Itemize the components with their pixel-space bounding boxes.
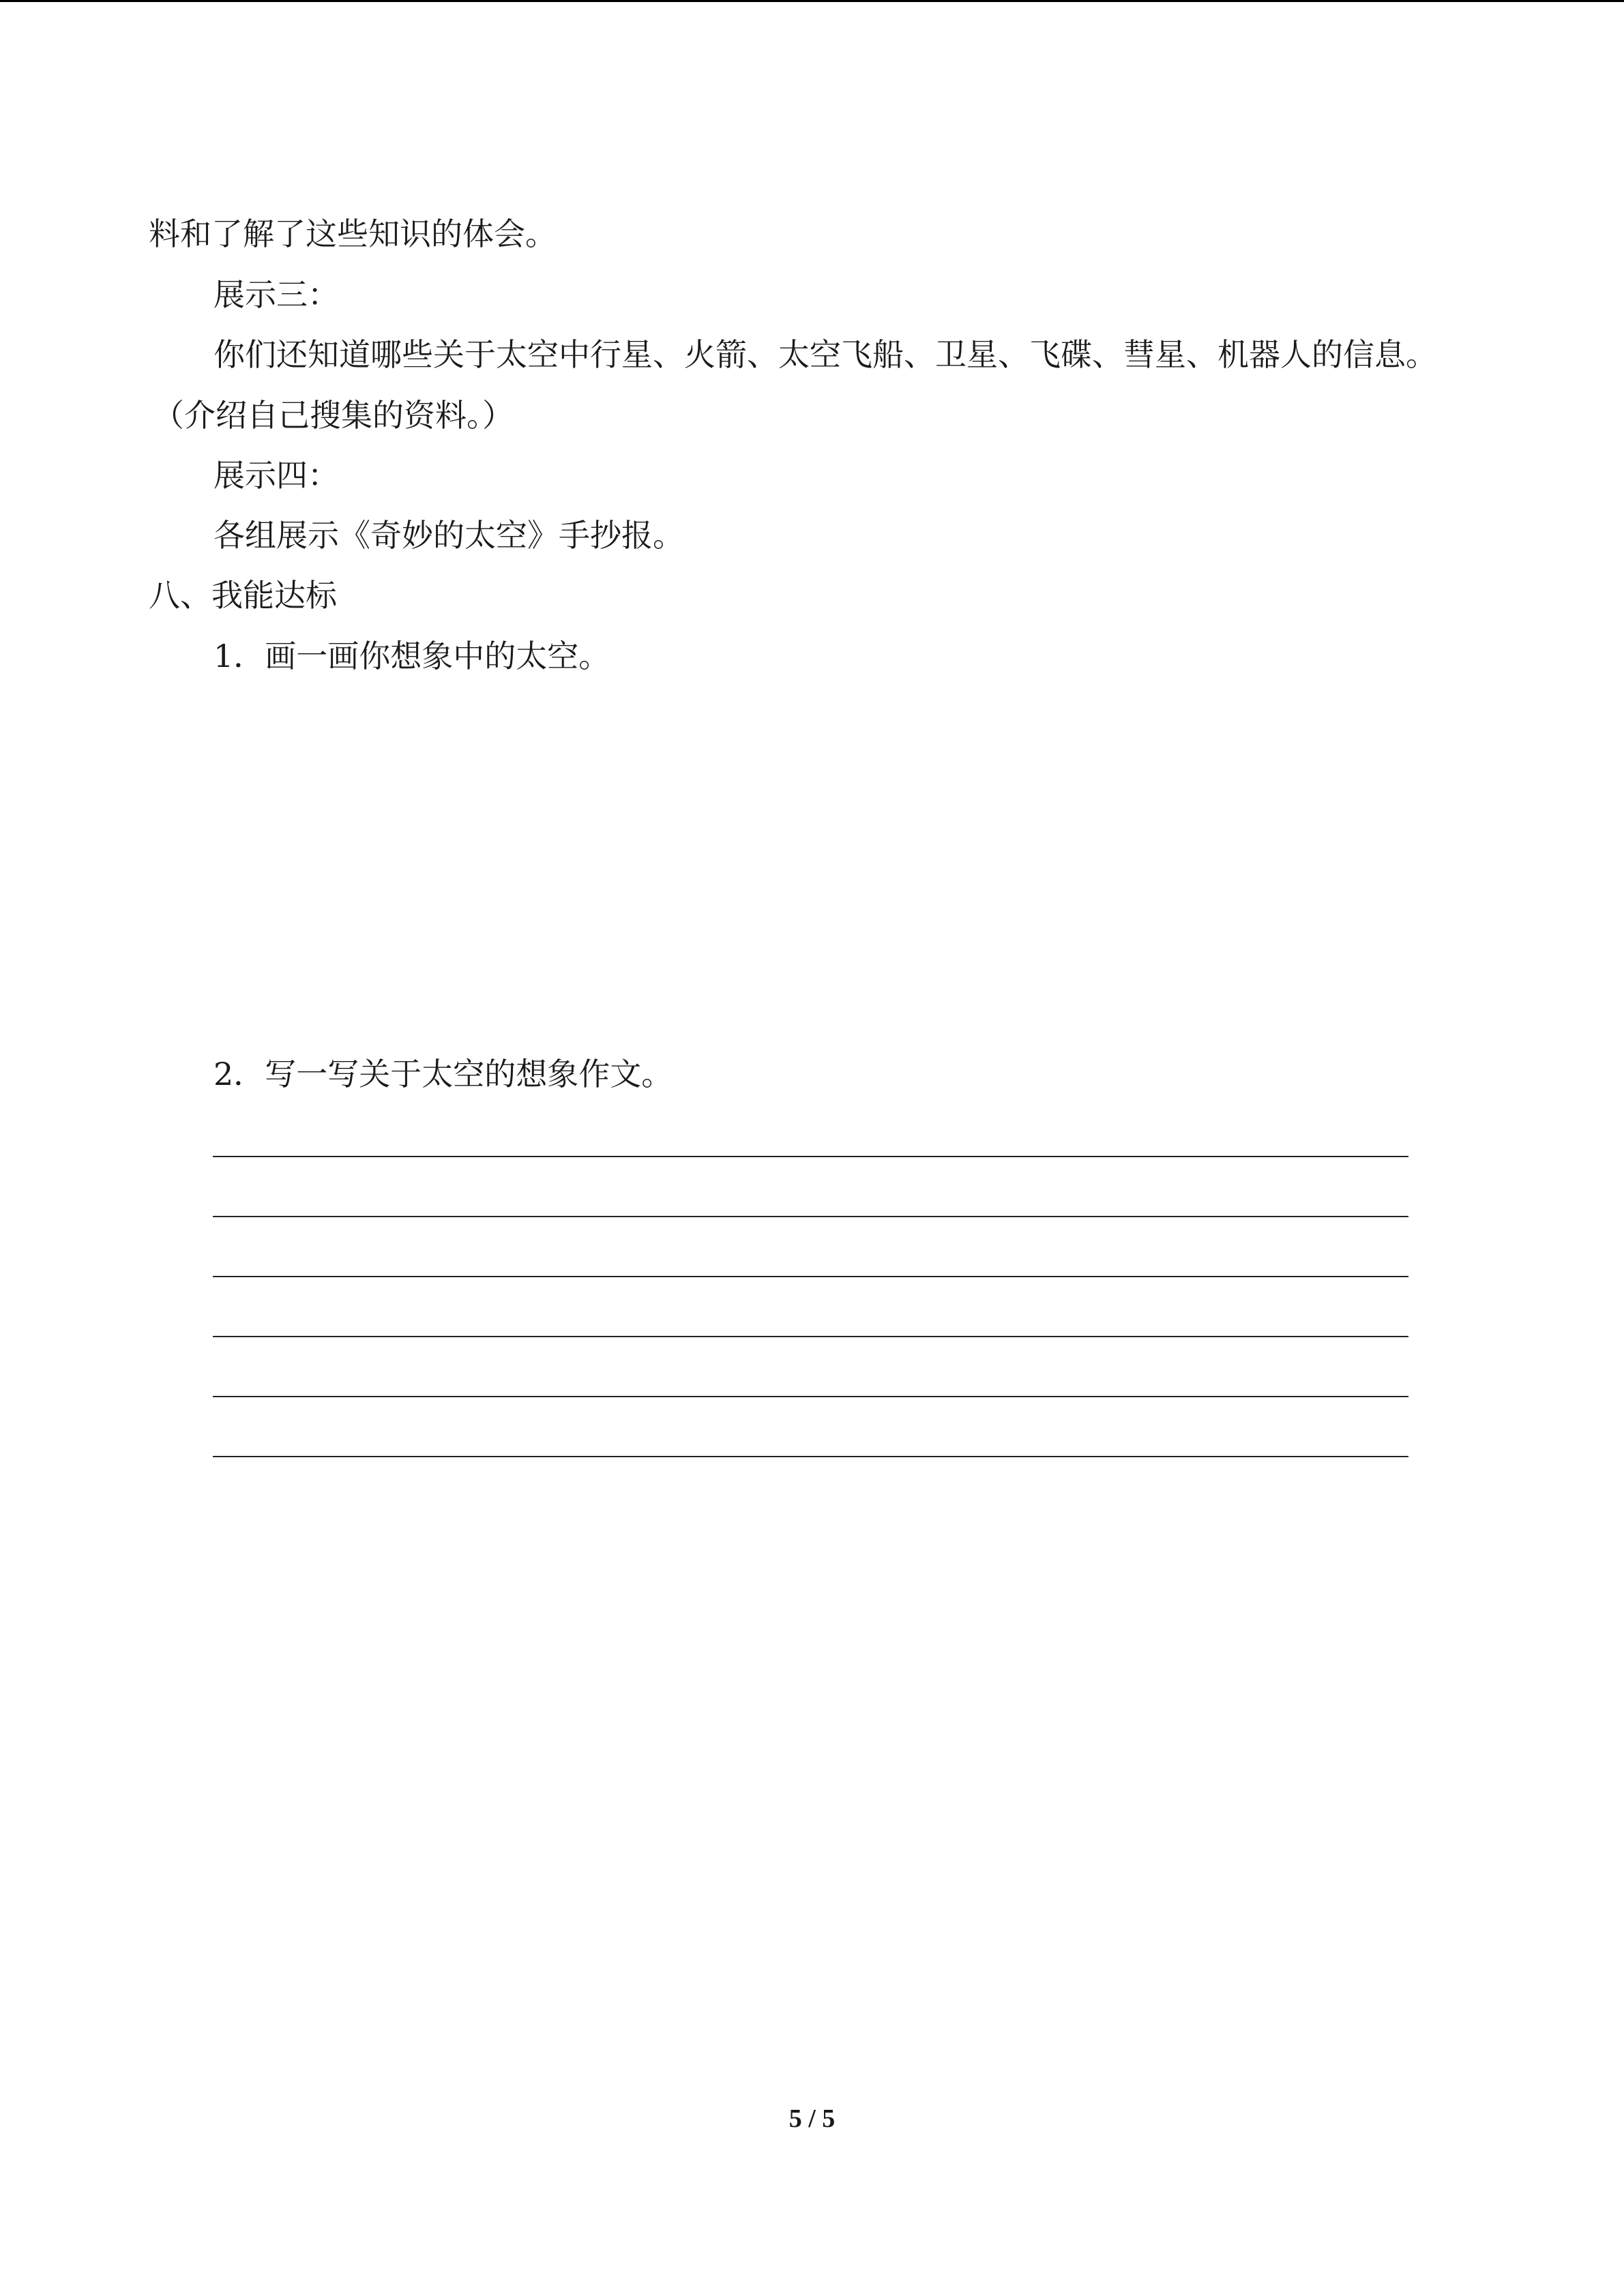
top-border	[0, 0, 1624, 2]
question-text: 你们还知道哪些关于太空中行星、火箭、太空飞船、卫星、飞碟、彗星、机器人的信息。	[213, 336, 1437, 373]
section-heading: 八、我能达标	[149, 577, 337, 614]
question-note: （介绍自己搜集的资料。）	[153, 397, 514, 434]
heading-display-four: 展示四：	[213, 457, 339, 494]
answer-line[interactable]	[213, 1276, 1408, 1277]
answer-line[interactable]	[213, 1396, 1408, 1397]
task-one: 1．画一画你想象中的太空。	[213, 638, 610, 674]
task-two: 2．写一写关于太空的想象作文。	[213, 1056, 673, 1092]
answer-line[interactable]	[213, 1456, 1408, 1457]
drawing-area[interactable]	[213, 689, 1408, 1030]
answer-line[interactable]	[213, 1156, 1408, 1157]
answer-line[interactable]	[213, 1216, 1408, 1217]
heading-display-three: 展示三：	[213, 276, 339, 313]
page-number: 5 / 5	[788, 2104, 836, 2133]
display-four-text: 各组展示《奇妙的太空》手抄报。	[213, 517, 684, 554]
answer-line[interactable]	[213, 1336, 1408, 1337]
text-line-continuation: 料和了解了这些知识的体会。	[149, 215, 557, 252]
